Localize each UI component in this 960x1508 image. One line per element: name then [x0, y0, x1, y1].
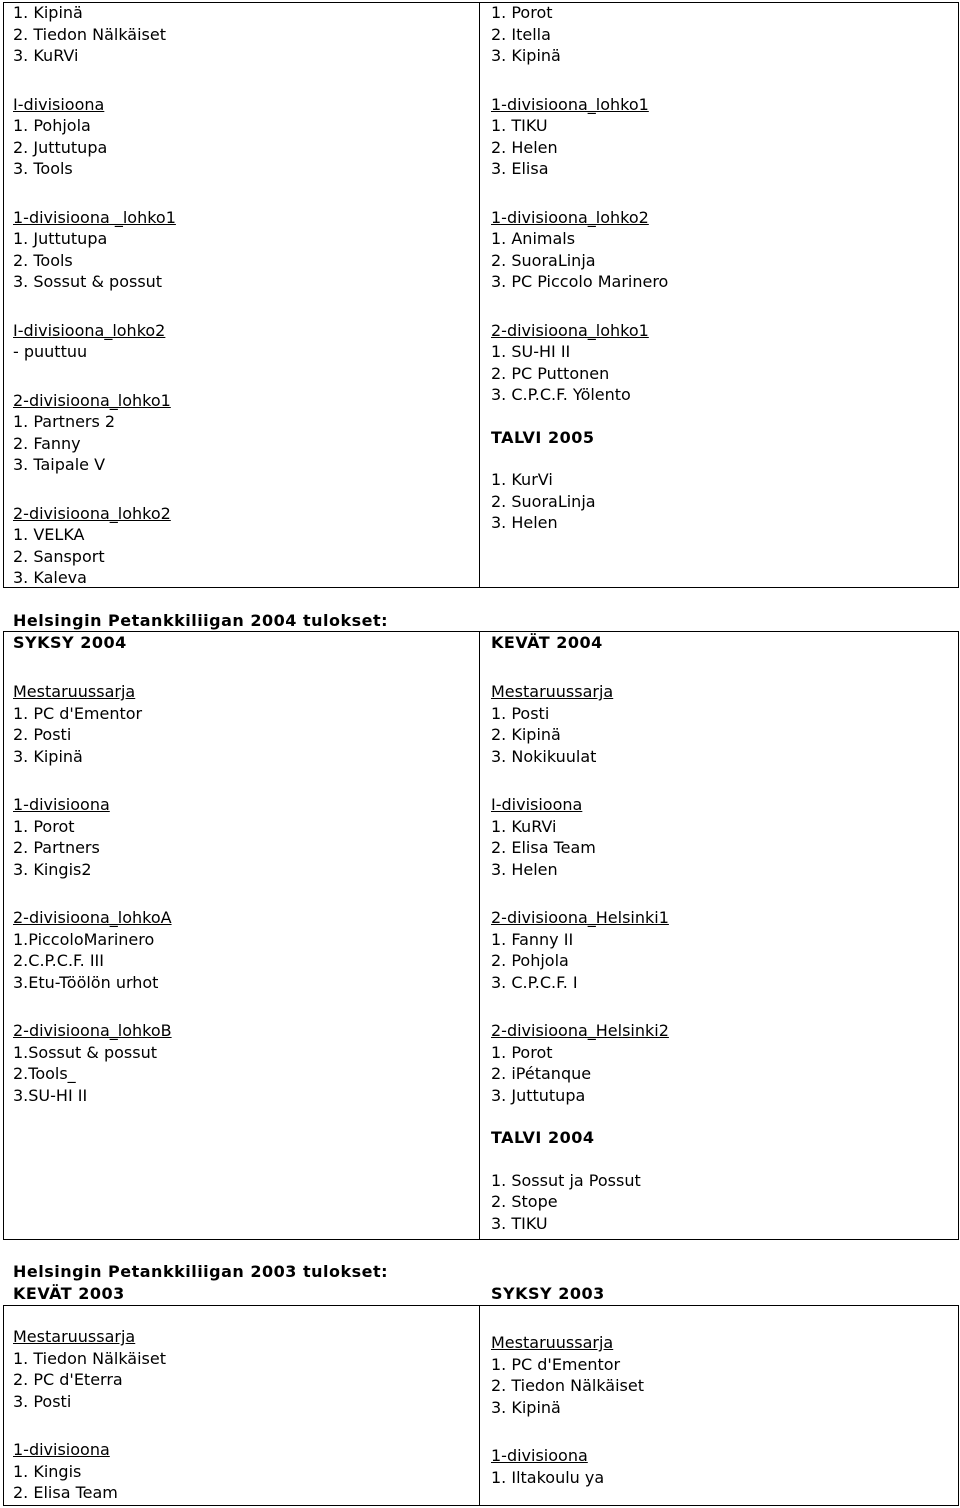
list-item: - puuttuu [13, 342, 88, 361]
y2004-left-column [13, 681, 172, 1106]
list-item: 2. Helen [491, 137, 558, 157]
list-item: 1. TIKU [491, 116, 548, 135]
section-heading: 1-divisioona [491, 1446, 588, 1465]
season-title: SYKSY 2004 [13, 633, 127, 652]
list-item: 1. Posti [491, 703, 550, 723]
list-item: 2. PC d'Eterra [13, 1370, 123, 1389]
list-item: 1. Fanny II [491, 929, 574, 949]
list-item: 3. Elisa [491, 159, 549, 178]
list-item: 2. Tiedon Nälkäiset [491, 1376, 644, 1395]
season-title: KEVÄT 2004 [491, 633, 603, 652]
section-heading: 2-divisioona_lohkoA [13, 908, 172, 927]
list-item: 2. Elisa Team [13, 1483, 118, 1502]
list-item: 1. VELKA [13, 525, 85, 544]
top-left-column [13, 2, 176, 589]
list-item: 3. C.P.C.F. I [491, 972, 578, 992]
list-item: 2. Sansport [13, 546, 105, 566]
list-item: 1.Sossut & possut [13, 1042, 157, 1062]
section-title-2004: Helsingin Petankkiliigan 2004 tulokset: [13, 611, 389, 630]
list-item: 1. PC d'Ementor [13, 703, 143, 723]
list-item: 2.Tools_ [13, 1064, 76, 1083]
list-item: 2. Elisa Team [491, 838, 596, 857]
list-item: 1. SU-HI II [491, 342, 571, 361]
section-heading: Mestaruussarja [13, 1327, 136, 1346]
section-heading: Mestaruussarja [13, 682, 136, 701]
list-item: 1. Pohjola [13, 116, 91, 135]
section-title-2003: Helsingin Petankkiliigan 2003 tulokset: [13, 1262, 389, 1281]
list-item: 2.C.P.C.F. III [13, 951, 104, 970]
list-item: 1. Juttutupa [13, 229, 108, 248]
section-heading: 1-divisioona [13, 1440, 110, 1459]
y2004-right-column [491, 681, 669, 1234]
section-heading: 1-divisioona [13, 795, 110, 814]
list-item: 3. Helen [491, 859, 558, 879]
section-heading: 1-divisioona_lohko2 [491, 207, 649, 227]
table-2003-divider [479, 1305, 480, 1506]
list-item: 2. Itella [491, 24, 551, 44]
list-item: 2. Fanny [13, 433, 81, 453]
list-item: 2. Juttutupa [13, 137, 108, 157]
section-heading: 2-divisioona_lohko1 [491, 320, 649, 340]
list-item: 2. PC Puttonen [491, 363, 610, 383]
list-item: 3. Nokikuulat [491, 746, 597, 766]
season-title: TALVI 2005 [491, 427, 595, 447]
list-item: 1. Kingis [13, 1461, 82, 1481]
list-item: 3.Etu-Töölön urhot [13, 972, 159, 992]
section-heading: 2-divisioona_lohko1 [13, 390, 171, 410]
list-item: 1. Sossut ja Possut [491, 1170, 641, 1190]
list-item: 3. KuRVi [13, 46, 79, 65]
table-2004-divider [479, 631, 480, 1240]
y2003-right-column [491, 1332, 644, 1488]
list-item: 3. Kingis2 [13, 859, 92, 879]
top-table-divider [479, 2, 480, 588]
list-item: 3. Juttutupa [491, 1085, 586, 1105]
list-item: 3. Tools [13, 159, 73, 178]
top-right-column [491, 2, 668, 534]
y2003-left-column [13, 1326, 166, 1504]
list-item: 1. Kipinä [13, 3, 83, 22]
list-item: 3. Posti [13, 1391, 72, 1411]
list-item: 2. iPétanque [491, 1064, 592, 1083]
section-heading: 2-divisioona_Helsinki2 [491, 1021, 669, 1040]
list-item: 1.PiccoloMarinero [13, 929, 155, 949]
list-item: 3. Kipinä [491, 46, 561, 65]
season-title: SYKSY 2003 [491, 1284, 605, 1303]
list-item: 2. Posti [13, 725, 72, 744]
list-item: 3. Kaleva [13, 568, 87, 587]
list-item: 3. C.P.C.F. Yölento [491, 385, 631, 404]
list-item: 2. Tiedon Nälkäiset [13, 24, 166, 44]
list-item: 1. Porot [491, 3, 553, 22]
section-heading: Mestaruussarja [491, 1333, 614, 1352]
list-item: 2. Kipinä [491, 725, 561, 744]
list-item: 3.SU-HI II [13, 1085, 88, 1105]
list-item: 3. Taipale V [13, 455, 106, 474]
list-item: 1. PC d'Ementor [491, 1354, 621, 1374]
list-item: 1. Partners 2 [13, 412, 116, 431]
list-item: 1. Tiedon Nälkäiset [13, 1348, 166, 1368]
list-item: 3. TIKU [491, 1213, 548, 1233]
list-item: 2. SuoraLinja [491, 250, 596, 270]
section-heading: 2-divisioona_Helsinki1 [491, 908, 669, 927]
list-item: 3. Helen [491, 513, 558, 532]
list-item: 1. Porot [13, 816, 75, 836]
section-heading: Mestaruussarja [491, 682, 614, 701]
list-item: 2. Partners [13, 838, 100, 857]
season-title: TALVI 2004 [491, 1128, 595, 1147]
section-heading: 2-divisioona_lohko2 [13, 503, 171, 523]
section-heading: 2-divisioona_lohkoB [13, 1021, 172, 1040]
section-heading: I-divisioona_lohko2 [13, 320, 166, 340]
list-item: 3. Kipinä [13, 746, 83, 766]
list-item: 3. Kipinä [491, 1397, 561, 1417]
section-heading: I-divisioona [491, 795, 583, 814]
list-item: 2. Stope [491, 1192, 558, 1211]
season-title: KEVÄT 2003 [13, 1284, 125, 1303]
list-item: 3. PC Piccolo Marinero [491, 272, 669, 291]
section-heading: 1-divisioona_lohko1 [491, 94, 649, 114]
list-item: 2. SuoraLinja [491, 491, 596, 511]
list-item: 2. Pohjola [491, 951, 569, 970]
list-item: 2. Tools [13, 250, 73, 270]
list-item: 1. KuRVi [491, 816, 557, 836]
list-item: 1. KurVi [491, 470, 553, 489]
list-item: 1. Animals [491, 229, 576, 248]
list-item: 3. Sossut & possut [13, 272, 163, 291]
section-heading: I-divisioona [13, 94, 105, 114]
list-item: 1. Iltakoulu ya [491, 1467, 605, 1487]
section-heading: 1-divisioona _lohko1 [13, 207, 176, 227]
list-item: 1. Porot [491, 1042, 553, 1062]
